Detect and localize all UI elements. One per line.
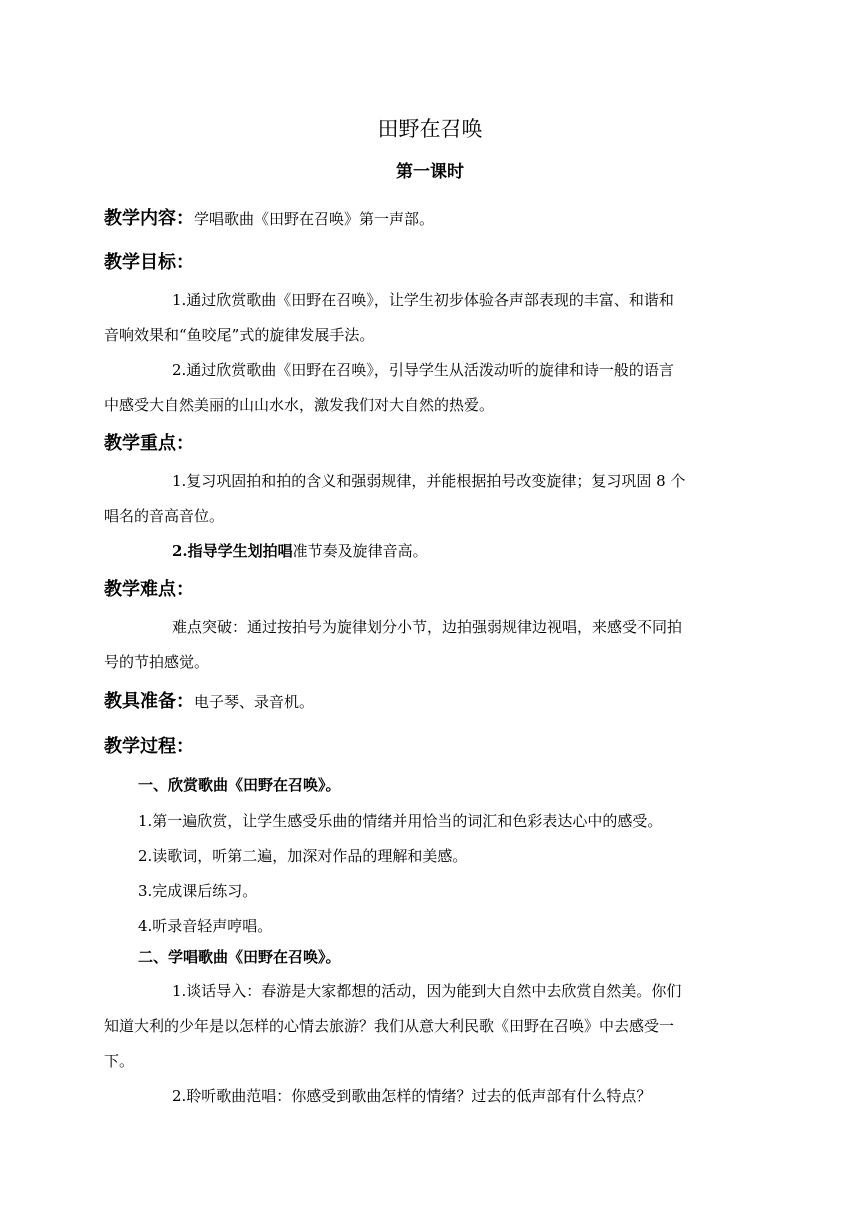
objectives-label: 教学目标： [104, 252, 194, 273]
objective-2-line-1: 2.通过欣赏歌曲《田野在召唤》，引导学生从活泼动听的旋律和诗一般的语言 [172, 361, 674, 379]
process-s1-item-1: 1.第一遍欣赏，让学生感受乐曲的情绪并用恰当的词汇和色彩表达心中的感受。 [138, 812, 663, 830]
key-points-label: 教学重点： [104, 433, 194, 454]
materials-text: 电子琴、录音机。 [194, 693, 315, 711]
process-section-2: 二、学唱歌曲《田野在召唤》。 [138, 948, 341, 966]
process-s2-item-2: 2.聆听歌曲范唱：你感受到歌曲怎样的情绪？过去的低声部有什么特点？ [172, 1087, 652, 1105]
process-s1-item-3: 3.完成课后练习。 [138, 882, 258, 900]
objective-1-line-1: 1.通过欣赏歌曲《田野在召唤》，让学生初步体验各声部表现的丰富、和谐和 [172, 291, 674, 309]
page-subtitle: 第一课时 [396, 162, 464, 182]
objectives-heading [104, 249, 194, 277]
key-point-1-line-2: 唱名的音高音位。 [104, 507, 225, 525]
content-label: 教学内容： [104, 208, 194, 229]
process-s1-item-2: 2.读歌词，听第二遍，加深对作品的理解和美感。 [138, 847, 468, 865]
key-points-heading [104, 430, 194, 458]
key-point-2 [172, 538, 428, 564]
difficulties-heading [104, 576, 194, 604]
difficulties-line-2: 号的节拍感觉。 [104, 653, 210, 671]
process-section-1: 一、欣赏歌曲《田野在召唤》。 [138, 776, 341, 794]
objective-1-line-2: 音响效果和“鱼咬尾”式的旋律发展手法。 [104, 326, 375, 344]
page-title: 田野在召唤 [377, 117, 483, 141]
process-s1-item-4: 4.听录音轻声哼唱。 [138, 917, 273, 935]
objective-2-line-2: 中感受大自然美丽的山山水水，激发我们对大自然的热爱。 [104, 396, 495, 414]
materials-row [104, 688, 314, 716]
content-row [104, 205, 434, 233]
process-s2-item-1-line-2: 知道大利的少年是以怎样的心情去旅游？我们从意大利民歌《田野在召唤》中去感受一 [104, 1017, 675, 1035]
content-text: 学唱歌曲《田野在召唤》第一声部。 [194, 210, 435, 228]
key-point-2-bold: 2.指导学生划拍唱 [172, 542, 293, 560]
process-s2-item-1-line-3: 下。 [104, 1052, 135, 1070]
materials-label: 教具准备： [104, 691, 194, 712]
process-label: 教学过程： [104, 736, 194, 757]
difficulties-line-1: 难点突破：通过按拍号为旋律划分小节，边拍强弱规律边视唱，来感受不同拍 [172, 618, 683, 636]
key-point-1-line-1: 1.复习巩固拍和拍的含义和强弱规律，并能根据拍号改变旋律；复习巩固 8 个 [172, 472, 686, 490]
process-s2-item-1-line-1: 1.谈话导入：春游是大家都想的活动，因为能到大自然中去欣赏自然美。你们 [172, 982, 682, 1000]
process-heading [104, 733, 194, 761]
difficulties-label: 教学难点： [104, 579, 194, 600]
key-point-2-rest: 准节奏及旋律音高。 [292, 542, 428, 560]
